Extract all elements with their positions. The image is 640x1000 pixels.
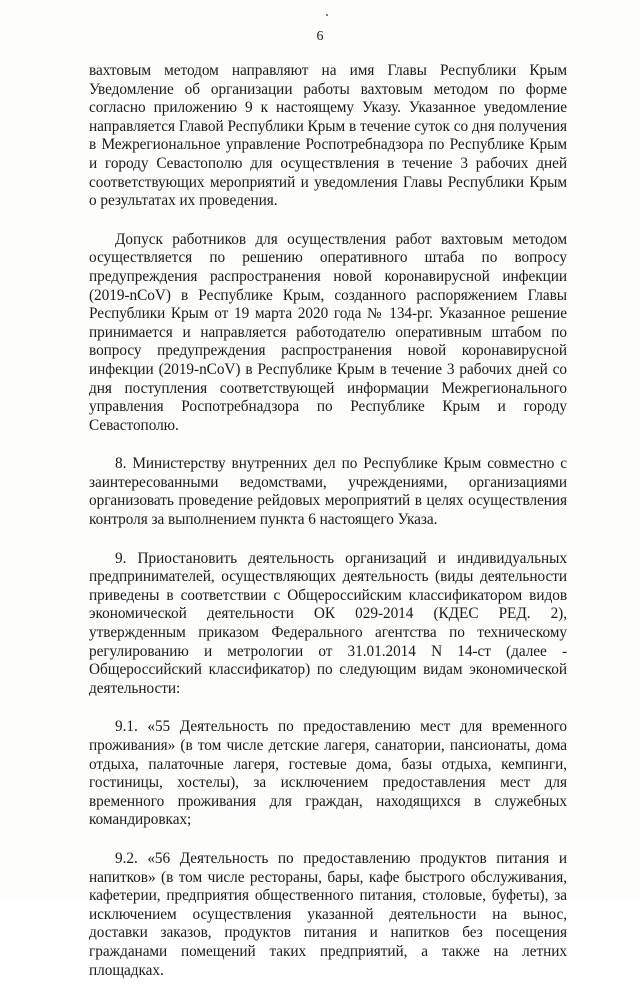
document-body [89, 62, 567, 1000]
page-number: 6 [316, 29, 324, 44]
paragraph-item-9: 9. Приостановить деятельность организаций и индивидуальных предпринимателей, осуществляющих деятельность (виды деятельности приведены в соответствии с Общероссийским классификатором видов экономической деятельности ОК 029-2014 (КДЕС РЕД. 2), утвержденным приказом Федерального агентства по техническому регулированию и метрологии от 31.01.2014 N 14-ст (далее - Общероссийский классификатор) по следующим видам экономической деятельности: [89, 549, 567, 697]
paragraph-item-9-2: 9.2. «56 Деятельность по предоставлению продуктов питания и напитков» (в том числе рестораны, бары, кафе быстрого обслуживания, кафетерии, предприятия общественного питания, столовые, буфеты), за исключением осуществления указанной деятельности на вынос, доставки заказов, продуктов питания и напитков без посещения гражданами помещений таких предприятий, а также на летних площадках. [89, 849, 567, 979]
paragraph-continuation: вахтовым методом направляют на имя Главы Республики Крым Уведомление об организации работы вахтовым методом по форме согласно приложению 9 к настоящему Указу. Указанное уведомление направляется Главой Республики Крым в течение суток со дня получения в Межрегиональное управление Роспотребнадзора по Республике Крым и городу Севастополю для осуществления в течение 3 рабочих дней соответствующих мероприятий и уведомления Главы Республики Крым о результатах их проведения. [89, 62, 567, 210]
scan-speck [326, 14, 328, 16]
paragraph-admission: Допуск работников для осуществления работ вахтовым методом осуществляется по решению оперативного штаба по вопросу предупреждения распространения новой коронавирусной инфекции (2019-nCoV) в Республике Крым, созданного распоряжением Главы Республики Крым от 19 марта 2020 года № 134-рг. Указанное решение принимается и направляется работодателю оперативным штабом по вопросу предупреждения распространения новой коронавирусной инфекции (2019-nCoV) в Республике Крым в течение 3 рабочих дней со дня поступления соответствующей информации Межрегионального управления Роспотребнадзора по Республике Крым и городу Севастополю. [89, 230, 567, 434]
paragraph-item-9-1: 9.1. «55 Деятельность по предоставлению мест для временного проживания» (в том числе детские лагеря, санатории, пансионаты, дома отдыха, палаточные лагеря, гостевые дома, базы отдыха, кемпинги, гостиницы, хостелы), за исключением предоставления мест для временного проживания для граждан, находящихся в служебных командировках; [89, 718, 567, 829]
paragraph-item-8: 8. Министерству внутренних дел по Республике Крым совместно с заинтересованными ведомствами, учреждениями, организациями организовать проведение рейдовых мероприятий в целях осуществления контроля за выполнением пункта 6 настоящего Указа. [89, 455, 567, 529]
